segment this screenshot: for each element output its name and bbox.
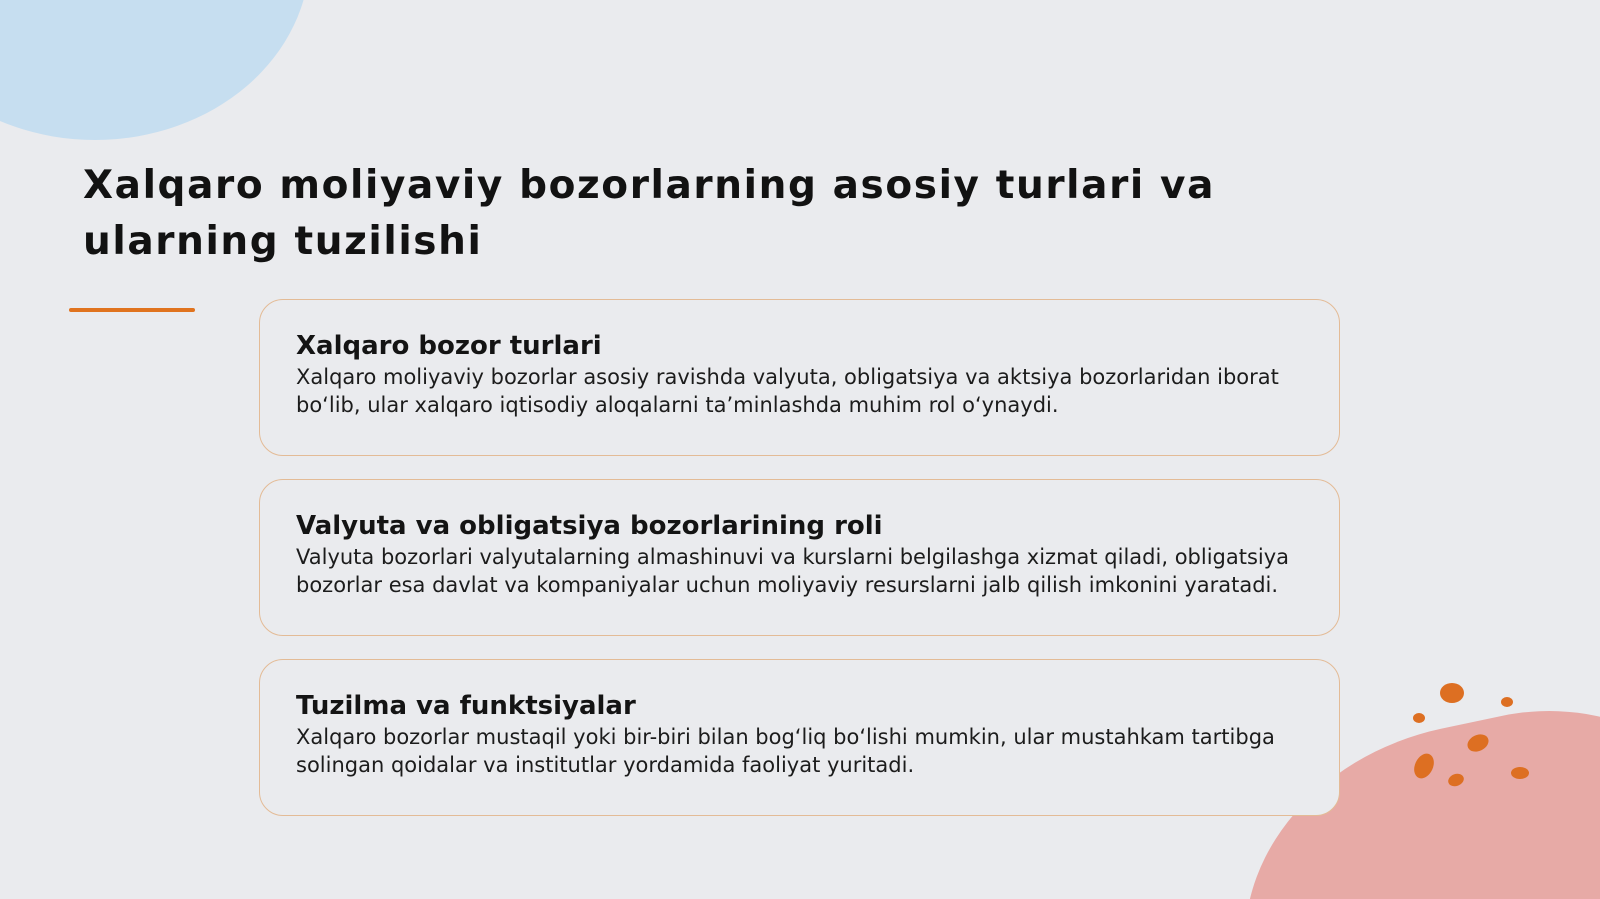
info-card [259,659,1340,816]
splash-dot [1410,750,1437,781]
splash-dot [1465,731,1492,755]
splash-dot [1446,772,1465,789]
info-card [259,479,1340,636]
card-title: Xalqaro bozor turlari [296,331,602,361]
splash-dot [1511,767,1529,779]
card-title: Valyuta va obligatsiya bozorlarining roli [296,511,883,541]
card-title: Tuzilma va funktsiyalar [296,691,636,721]
card-text: Xalqaro moliyaviy bozorlar asosiy ravishda valyuta, obligatsiya va aktsiya bozorlaridan iborat bo‘lib, ular xalqaro iqtisodiy aloqalarni ta’minlashda muhim rol o‘ynaydi. [296,365,1279,417]
splash-dot [1413,713,1425,723]
title-accent-line [69,308,195,312]
card-text: Valyuta bozorlari valyutalarning almashinuvi va kurslarni belgilashga xizmat qiladi, obligatsiya bozorlar esa davlat va kompaniyalar uchun moliyaviy resurslarni jalb qilish imkonini yaratadi. [296,545,1290,597]
splash-dot [1440,683,1464,703]
card-text: Xalqaro bozorlar mustaqil yoki bir-biri bilan bog‘liq bo‘lishi mumkin, ular mustahkam tartibga solingan qoidalar va institutlar yordamida faoliyat yuritadi. [296,725,1275,777]
info-card [259,299,1340,456]
splash-dot [1501,697,1513,707]
slide-title: Xalqaro moliyaviy bozorlarning asosiy turlari va ularning tuzilishi [83,163,1215,264]
